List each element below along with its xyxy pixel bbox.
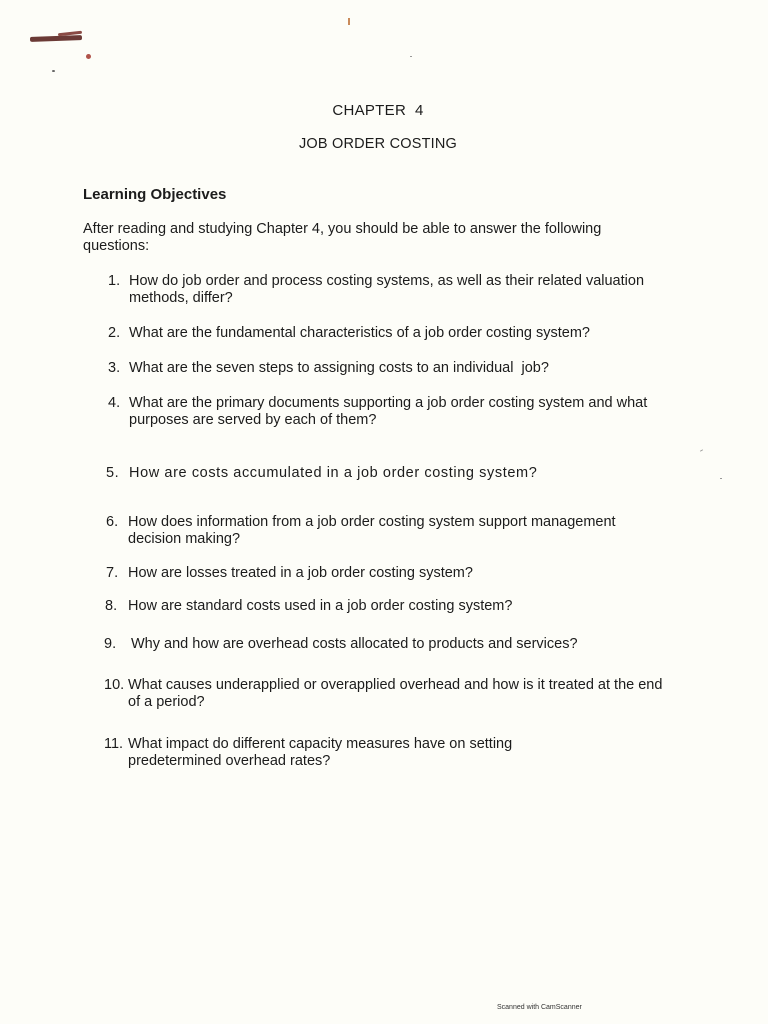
scan-speck [720,478,722,479]
objective-text: What are the primary documents supporting a job order costing system and what purposes are served by each of them? [129,395,648,428]
objective-number: 8. [105,598,118,614]
objective-item [106,514,666,548]
objective-item [104,736,550,770]
objective-text: How are costs accumulated in a job order costing system? [129,465,538,481]
objective-text: What are the seven steps to assigning costs to an individual job? [129,360,549,376]
objective-number: 4. [108,395,121,411]
scanner-watermark: Scanned with CamScanner [497,1004,582,1011]
objective-text: How are losses treated in a job order costing system? [128,565,473,581]
ink-mark [30,35,82,42]
chapter-title [0,136,768,152]
objective-item [108,273,670,307]
objective-number: 6. [106,514,119,530]
objective-item [106,465,686,482]
objective-item [108,360,670,377]
objective-item [104,677,674,711]
chapter-label: CHAPTER 4 [332,102,424,119]
objective-text: What causes underapplied or overapplied overhead and how is it treated at the end of a period? [128,677,663,710]
objective-item [104,636,664,653]
objective-item [106,565,666,582]
intro-paragraph: After reading and studying Chapter 4, you should be able to answer the following questions: [83,221,602,254]
chapter-title-text: JOB ORDER COSTING [298,136,458,152]
objective-text: What impact do different capacity measures have on setting predetermined overhead rates? [128,736,513,769]
objective-text: How do job order and process costing systems, as well as their related valuation methods, differ? [129,273,645,306]
objective-item [108,395,678,429]
objective-text: Why and how are overhead costs allocated to products and services? [131,636,578,652]
scan-speck [410,56,412,57]
objective-item [105,598,665,615]
objective-number: 1. [108,273,121,289]
objective-text: What are the fundamental characteristics of a job order costing system? [129,325,590,341]
objective-text: How are standard costs used in a job order costing system? [128,598,513,614]
ink-tick [348,18,350,25]
objective-number: 3. [108,360,121,376]
objective-number: 5. [106,465,120,481]
objective-text: How does information from a job order costing system support management decision making? [128,514,616,547]
ink-dot [86,54,91,59]
objective-number: 11. [104,736,124,752]
objective-number: 2. [108,325,121,341]
ink-dot [52,70,55,72]
chapter-heading [0,102,768,119]
objective-number: 10. [104,677,125,693]
learning-objectives-heading: Learning Objectives [83,186,227,203]
scan-speck [700,449,703,451]
objective-number: 7. [106,565,119,581]
objective-item [108,325,670,342]
objective-number: 9. [104,636,117,652]
